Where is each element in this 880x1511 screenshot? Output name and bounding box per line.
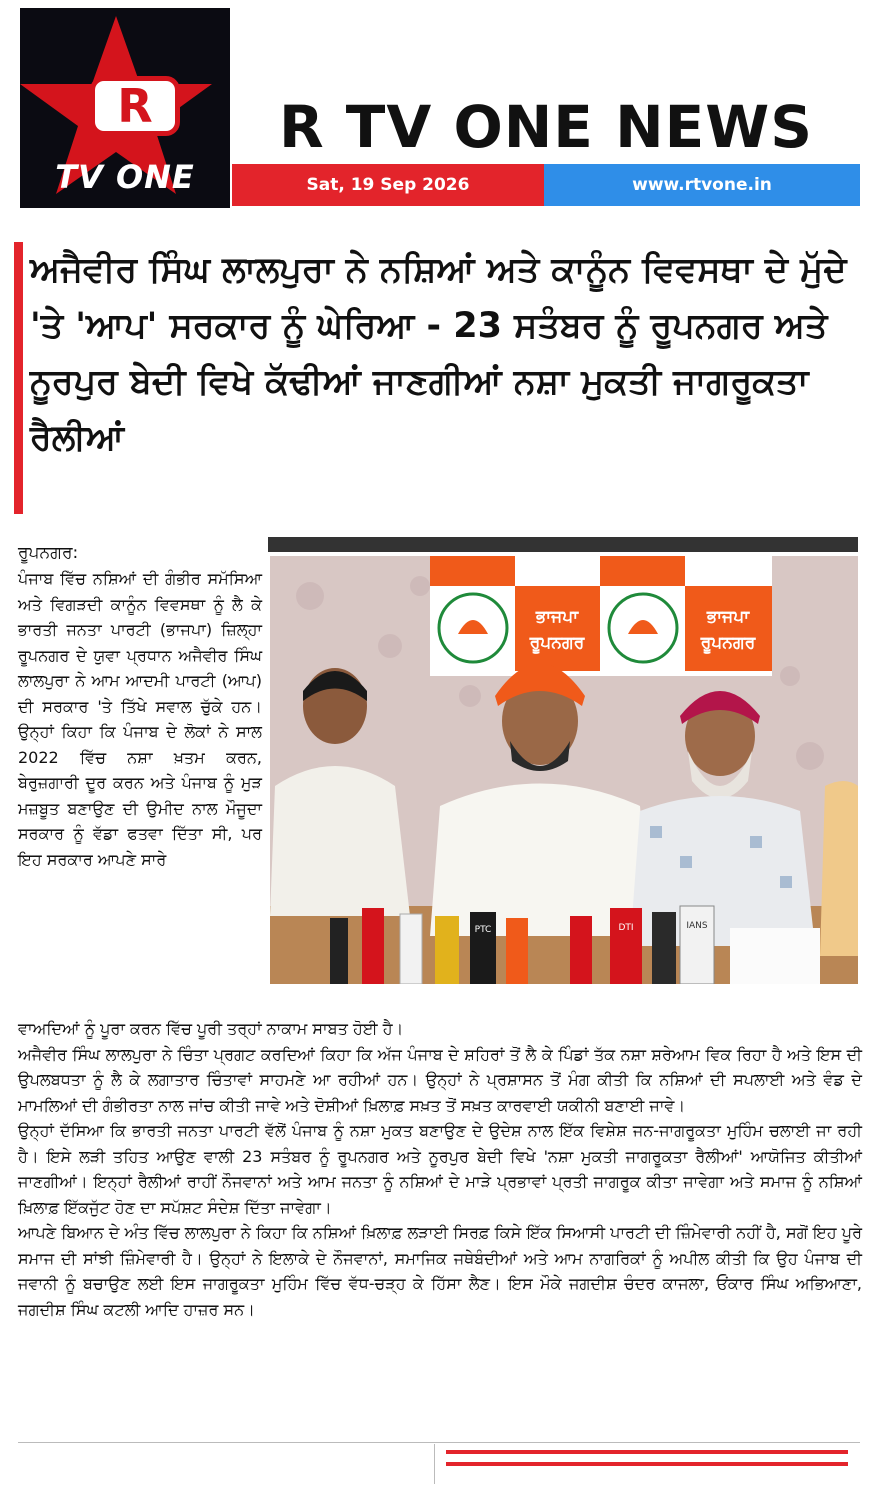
paragraph: ਅਜੈਵੀਰ ਸਿੰਘ ਲਾਲਪੁਰਾ ਨੇ ਚਿੰਤਾ ਪ੍ਰਗਟ ਕਰਦਿਆਂ ਕਿਹਾ ਕਿ ਅੱਜ ਪੰਜਾਬ ਦੇ ਸ਼ਹਿਰਾਂ ਤੋਂ ਲੈ ਕੇ ਪਿੰਡਾਂ ਤੱਕ ਨਸ਼ਾ ਸ਼ਰੇਆਮ ਵਿਕ ਰਿਹਾ ਹੈ ਅਤੇ ਇਸ ਦੀ ਉਪਲਬਧਤਾ ਨੂੰ ਲੈ ਕੇ ਲਗਾਤਾਰ ਚਿੰਤਾਵਾਂ ਸਾਹਮਣੇ ਆ ਰਹੀਆਂ ਹਨ। ਉਨ੍ਹਾਂ ਨੇ ਪ੍ਰਸ਼ਾਸਨ ਤੋਂ ਮੰਗ ਕੀਤੀ ਕਿ ਨਸ਼ਿਆਂ ਦੀ ਸਪਲਾਈ ਅਤੇ ਵੰਡ ਦੇ ਮਾਮਲਿਆਂ ਦੀ ਗੰਭੀਰਤਾ ਨਾਲ ਜਾਂਚ ਕੀਤੀ ਜਾਵੇ ਅਤੇ ਦੋਸ਼ੀਆਂ ਖ਼ਿਲਾਫ਼ ਸਖ਼ਤ ਤੋਂ ਸਖ਼ਤ ਕਾਰਵਾਈ ਯਕੀਨੀ ਬਣਾਈ ਜਾਵੇ।: [18, 1044, 862, 1115]
logo-letter: R: [90, 76, 180, 136]
date-bar: Sat, 19 Sep 2026: [232, 164, 544, 206]
press-conference-photo: [270, 556, 858, 984]
footer-red-line: [446, 1450, 848, 1454]
footer-divider: [18, 1442, 860, 1443]
banner-text-line2: ਰੂਪਨਗਰ: [529, 633, 585, 653]
banner-text-line2-right: ਰੂਪਨਗਰ: [700, 633, 756, 653]
logo: [20, 8, 230, 208]
mic-label-1: PTC: [474, 925, 492, 935]
paragraph: ਆਪਣੇ ਬਿਆਨ ਦੇ ਅੰਤ ਵਿੱਚ ਲਾਲਪੁਰਾ ਨੇ ਕਿਹਾ ਕਿ ਨਸ਼ਿਆਂ ਖ਼ਿਲਾਫ਼ ਲੜਾਈ ਸਿਰਫ਼ ਕਿਸੇ ਇੱਕ ਸਿਆਸੀ ਪਾਰਟੀ ਦੀ ਜ਼ਿੰਮੇਵਾਰੀ ਨਹੀਂ ਹੈ, ਸਗੋਂ ਇਹ ਪੂਰੇ ਸਮਾਜ ਦੀ ਸਾਂਝੀ ਜ਼ਿੰਮੇਵਾਰੀ ਹੈ। ਉਨ੍ਹਾਂ ਨੇ ਇਲਾਕੇ ਦੇ ਨੌਜਵਾਨਾਂ, ਸਮਾਜਿਕ ਜਥੇਬੰਦੀਆਂ ਅਤੇ ਆਮ ਨਾਗਰਿਕਾਂ ਨੂੰ ਅਪੀਲ ਕੀਤੀ ਕਿ ਉਹ ਪੰਜਾਬ ਦੀ ਜਵਾਨੀ ਨੂੰ ਬਚਾਉਣ ਲਈ ਇਸ ਜਾਗਰੂਕਤਾ ਮੁਹਿੰਮ ਵਿੱਚ ਵੱਧ-ਚੜ੍ਹ ਕੇ ਹਿੱਸਾ ਲੈਣ। ਇਸ ਮੌਕੇ ਜਗਦੀਸ਼ ਚੰਦਰ ਕਾਜਲਾ, ਓਂਕਾਰ ਸਿੰਘ ਅਭਿਆਣਾ, ਜਗਦੀਸ਼ ਸਿੰਘ ਕਟਲੀ ਆਦਿ ਹਾਜ਼ਰ ਸਨ।: [18, 1223, 862, 1319]
footer-red-line: [446, 1462, 848, 1466]
headline: ਅਜੈਵੀਰ ਸਿੰਘ ਲਾਲਪੁਰਾ ਨੇ ਨਸ਼ਿਆਂ ਅਤੇ ਕਾਨੂੰਨ ਵਿਵਸਥਾ ਦੇ ਮੁੱਦੇ 'ਤੇ 'ਆਪ' ਸਰਕਾਰ ਨੂੰ ਘੇਰਿਆ - 23 ਸਤੰਬਰ ਨੂੰ ਰੂਪਨਗਰ ਅਤੇ ਨੂਰਪੁਰ ਬੇਦੀ ਵਿਖੇ ਕੱਢੀਆਂ ਜਾਣਗੀਆਂ ਨਸ਼ਾ ਮੁਕਤੀ ਜਾਗਰੂਕਤਾ ਰੈਲੀਆਂ: [30, 250, 847, 458]
article-column-text: ਪੰਜਾਬ ਵਿੱਚ ਨਸ਼ਿਆਂ ਦੀ ਗੰਭੀਰ ਸਮੱਸਿਆ ਅਤੇ ਵਿਗੜਦੀ ਕਾਨੂੰਨ ਵਿਵਸਥਾ ਨੂੰ ਲੈ ਕੇ ਭਾਰਤੀ ਜਨਤਾ ਪਾਰਟੀ (ਭਾਜਪਾ) ਜ਼ਿਲ੍ਹਾ ਰੂਪਨਗਰ ਦੇ ਯੁਵਾ ਪ੍ਰਧਾਨ ਅਜੈਵੀਰ ਸਿੰਘ ਲਾਲਪੁਰਾ ਨੇ ਆਮ ਆਦਮੀ ਪਾਰਟੀ (ਆਪ) ਦੀ ਸਰਕਾਰ 'ਤੇ ਤਿੱਖੇ ਸਵਾਲ ਚੁੱਕੇ ਹਨ। ਉਨ੍ਹਾਂ ਕਿਹਾ ਕਿ ਪੰਜਾਬ ਦੇ ਲੋਕਾਂ ਨੇ ਸਾਲ 2022 ਵਿੱਚ ਨਸ਼ਾ ਖ਼ਤਮ ਕਰਨ, ਬੇਰੁਜ਼ਗਾਰੀ ਦੂਰ ਕਰਨ ਅਤੇ ਪੰਜਾਬ ਨੂੰ ਮੁੜ ਮਜ਼ਬੂਤ ਬਣਾਉਣ ਦੀ ਉਮੀਦ ਨਾਲ ਮੌਜੂਦਾ ਸਰਕਾਰ ਨੂੰ ਵੱਡਾ ਫਤਵਾ ਦਿੱਤਾ ਸੀ, ਪਰ ਇਹ ਸਰਕਾਰ ਆਪਣੇ ਸਾਰੇ: [18, 569, 262, 869]
site-title: R TV ONE NEWS: [278, 93, 814, 161]
paragraph: ਵਾਅਦਿਆਂ ਨੂੰ ਪੂਰਾ ਕਰਨ ਵਿੱਚ ਪੂਰੀ ਤਰ੍ਹਾਂ ਨਾਕਾਮ ਸਾਬਤ ਹੋਈ ਹੈ।: [18, 1019, 404, 1038]
paragraph: ਉਨ੍ਹਾਂ ਦੱਸਿਆ ਕਿ ਭਾਰਤੀ ਜਨਤਾ ਪਾਰਟੀ ਵੱਲੋਂ ਪੰਜਾਬ ਨੂੰ ਨਸ਼ਾ ਮੁਕਤ ਬਣਾਉਣ ਦੇ ਉਦੇਸ਼ ਨਾਲ ਇੱਕ ਵਿਸ਼ੇਸ਼ ਜਨ-ਜਾਗਰੂਕਤਾ ਮੁਹਿੰਮ ਚਲਾਈ ਜਾ ਰਹੀ ਹੈ। ਇਸੇ ਲੜੀ ਤਹਿਤ ਆਉਣ ਵਾਲੀ 23 ਸਤੰਬਰ ਨੂੰ ਰੂਪਨਗਰ ਅਤੇ ਨੂਰਪੁਰ ਬੇਦੀ ਵਿਖੇ 'ਨਸ਼ਾ ਮੁਕਤੀ ਜਾਗਰੂਕਤਾ ਰੈਲੀਆਂ' ਆਯੋਜਿਤ ਕੀਤੀਆਂ ਜਾਣਗੀਆਂ। ਇਨ੍ਹਾਂ ਰੈਲੀਆਂ ਰਾਹੀਂ ਨੌਜਵਾਨਾਂ ਅਤੇ ਆਮ ਜਨਤਾ ਨੂੰ ਨਸ਼ਿਆਂ ਦੇ ਮਾੜੇ ਪ੍ਰਭਾਵਾਂ ਪ੍ਰਤੀ ਜਾਗਰੂਕ ਕੀਤਾ ਜਾਵੇਗਾ ਅਤੇ ਸਮਾਜ ਨੂੰ ਨਸ਼ਿਆਂ ਖ਼ਿਲਾਫ਼ ਇੱਕਜੁੱਟ ਹੋਣ ਦਾ ਸਪੱਸ਼ਟ ਸੰਦੇਸ਼ ਦਿੱਤਾ ਜਾਵੇਗਾ।: [18, 1121, 862, 1217]
photo-top-bar: [268, 537, 858, 552]
mic-label-2: DTI: [618, 923, 634, 933]
footer-vertical-divider: [434, 1444, 435, 1484]
banner-text-line1-right: ਭਾਜਪਾ: [706, 607, 750, 627]
dateline: ਰੂਪਨਗਰ:: [18, 543, 79, 563]
banner-text-line1: ਭਾਜਪਾ: [535, 607, 579, 627]
headline-accent-bar: [14, 242, 23, 514]
logo-text: TV ONE: [55, 158, 195, 196]
website-link[interactable]: www.rtvone.in: [544, 164, 860, 206]
article-body: [18, 1016, 862, 1322]
mic-label-3: IANS: [686, 921, 708, 931]
